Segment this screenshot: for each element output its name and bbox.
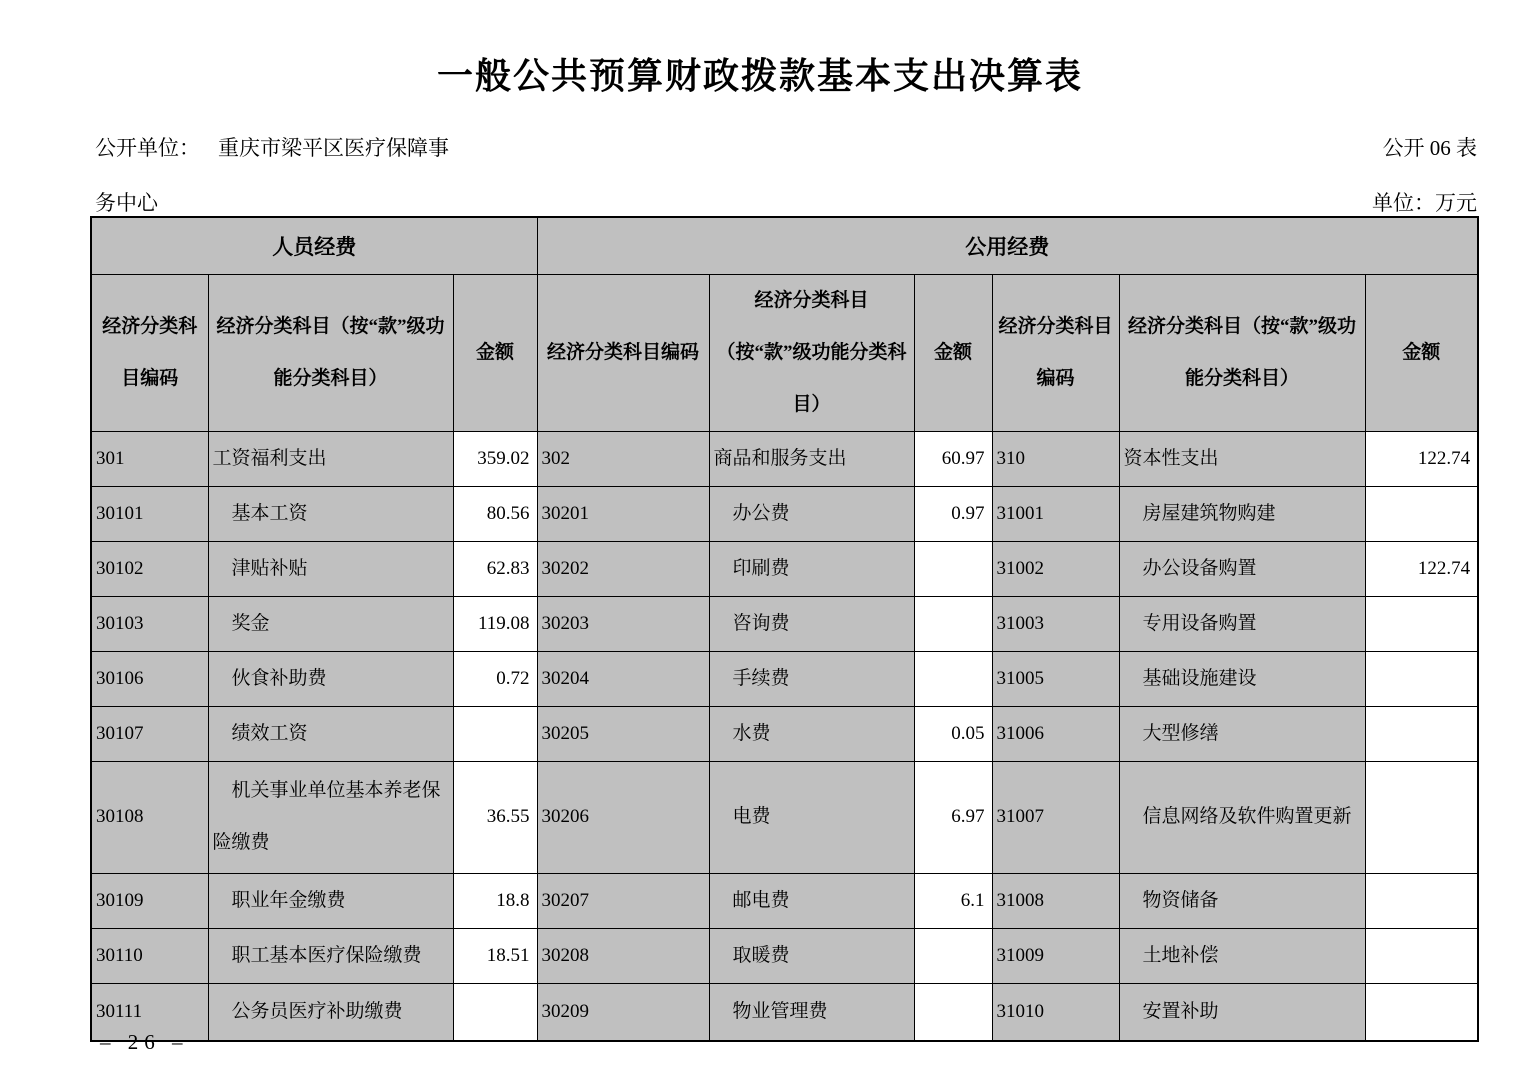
cell-code: 31001 [992, 486, 1119, 541]
column-header: 经济分类科目（按“款”级功能分类科目） [709, 274, 914, 431]
publish-unit-label: 公开单位： [95, 136, 200, 160]
cell-subject-name: 房屋建筑物购建 [1119, 486, 1365, 541]
table-row [91, 761, 1478, 873]
cell-amount: 62.83 [453, 541, 537, 596]
column-header: 经济分类科目编码 [992, 274, 1119, 431]
cell-amount [453, 983, 537, 1041]
cell-amount [914, 983, 992, 1041]
column-header: 经济分类科目编码 [537, 274, 709, 431]
meta-line-2 [95, 187, 1477, 217]
table-row [91, 596, 1478, 651]
cell-subject-name: 办公费 [709, 486, 914, 541]
cell-code: 301 [91, 431, 208, 486]
cell-amount [1365, 761, 1478, 873]
table-number: 公开 06 表 [1382, 136, 1477, 160]
cell-subject-name: 咨询费 [709, 596, 914, 651]
cell-code: 30103 [91, 596, 208, 651]
column-header: 金额 [914, 274, 992, 431]
cell-amount: 359.02 [453, 431, 537, 486]
cell-code: 30203 [537, 596, 709, 651]
cell-subject-name: 津贴补贴 [208, 541, 453, 596]
page-title: 一般公共预算财政拨款基本支出决算表 [436, 56, 1083, 96]
group-header-public: 公用经费 [537, 217, 1478, 274]
cell-amount [914, 928, 992, 983]
cell-code: 30207 [537, 873, 709, 928]
meta-line-1 [95, 132, 1477, 162]
budget-table [90, 216, 1479, 1042]
publish-unit [95, 132, 449, 162]
cell-code: 30110 [91, 928, 208, 983]
table-row [91, 541, 1478, 596]
cell-amount: 6.1 [914, 873, 992, 928]
column-header: 经济分类科目编码 [91, 274, 208, 431]
table-row [91, 983, 1478, 1041]
page-number: – 26 – [100, 1030, 189, 1054]
column-header: 经济分类科目（按“款”级功能分类科目） [1119, 274, 1365, 431]
cell-subject-name: 土地补偿 [1119, 928, 1365, 983]
table-row [91, 928, 1478, 983]
cell-code: 31007 [992, 761, 1119, 873]
cell-subject-name: 绩效工资 [208, 706, 453, 761]
unit-of-measure: 单位：万元 [1372, 191, 1477, 215]
cell-subject-name: 基础设施建设 [1119, 651, 1365, 706]
cell-amount [914, 541, 992, 596]
cell-subject-name: 电费 [709, 761, 914, 873]
cell-amount: 122.74 [1365, 431, 1478, 486]
table-row [91, 873, 1478, 928]
cell-subject-name: 邮电费 [709, 873, 914, 928]
cell-amount [453, 706, 537, 761]
cell-amount: 119.08 [453, 596, 537, 651]
cell-subject-name: 物业管理费 [709, 983, 914, 1041]
cell-subject-name: 职业年金缴费 [208, 873, 453, 928]
cell-amount: 6.97 [914, 761, 992, 873]
cell-code: 30205 [537, 706, 709, 761]
cell-amount: 80.56 [453, 486, 537, 541]
cell-amount [914, 596, 992, 651]
cell-amount: 60.97 [914, 431, 992, 486]
cell-amount: 18.8 [453, 873, 537, 928]
cell-subject-name: 取暖费 [709, 928, 914, 983]
cell-code: 302 [537, 431, 709, 486]
cell-subject-name: 工资福利支出 [208, 431, 453, 486]
cell-amount [914, 651, 992, 706]
cell-amount: 18.51 [453, 928, 537, 983]
cell-amount [1365, 706, 1478, 761]
cell-amount [1365, 651, 1478, 706]
cell-amount: 0.97 [914, 486, 992, 541]
cell-code: 31009 [992, 928, 1119, 983]
cell-code: 30208 [537, 928, 709, 983]
cell-code: 31002 [992, 541, 1119, 596]
column-header: 金额 [1365, 274, 1478, 431]
cell-code: 30201 [537, 486, 709, 541]
cell-code: 30204 [537, 651, 709, 706]
cell-subject-name: 印刷费 [709, 541, 914, 596]
cell-subject-name: 手续费 [709, 651, 914, 706]
cell-code: 310 [992, 431, 1119, 486]
cell-amount: 0.72 [453, 651, 537, 706]
table-body [91, 431, 1478, 1041]
cell-amount [1365, 873, 1478, 928]
publish-unit-name-wrap: 务中心 [95, 191, 158, 215]
cell-subject-name: 基本工资 [208, 486, 453, 541]
cell-subject-name: 奖金 [208, 596, 453, 651]
cell-amount: 122.74 [1365, 541, 1478, 596]
cell-subject-name: 大型修缮 [1119, 706, 1365, 761]
cell-subject-name: 伙食补助费 [208, 651, 453, 706]
cell-code: 30107 [91, 706, 208, 761]
cell-subject-name: 职工基本医疗保险缴费 [208, 928, 453, 983]
cell-code: 30102 [91, 541, 208, 596]
cell-subject-name: 公务员医疗补助缴费 [208, 983, 453, 1041]
cell-code: 31008 [992, 873, 1119, 928]
cell-amount: 36.55 [453, 761, 537, 873]
table-row [91, 431, 1478, 486]
cell-code: 30209 [537, 983, 709, 1041]
cell-code: 30111 [91, 983, 208, 1041]
column-header: 经济分类科目（按“款”级功能分类科目） [208, 274, 453, 431]
cell-amount: 0.05 [914, 706, 992, 761]
cell-subject-name: 信息网络及软件购置更新 [1119, 761, 1365, 873]
cell-code: 30206 [537, 761, 709, 873]
cell-subject-name: 物资储备 [1119, 873, 1365, 928]
table-row [91, 651, 1478, 706]
cell-amount [1365, 928, 1478, 983]
cell-subject-name: 商品和服务支出 [709, 431, 914, 486]
cell-code: 30202 [537, 541, 709, 596]
table-head [91, 217, 1478, 431]
cell-code: 31003 [992, 596, 1119, 651]
cell-code: 30106 [91, 651, 208, 706]
cell-amount [1365, 486, 1478, 541]
cell-amount [1365, 983, 1478, 1041]
cell-amount [1365, 596, 1478, 651]
cell-subject-name: 安置补助 [1119, 983, 1365, 1041]
cell-subject-name: 办公设备购置 [1119, 541, 1365, 596]
cell-code: 30108 [91, 761, 208, 873]
cell-subject-name: 资本性支出 [1119, 431, 1365, 486]
cell-subject-name: 专用设备购置 [1119, 596, 1365, 651]
table-row [91, 706, 1478, 761]
column-header: 金额 [453, 274, 537, 431]
cell-subject-name: 水费 [709, 706, 914, 761]
cell-code: 30109 [91, 873, 208, 928]
cell-code: 31005 [992, 651, 1119, 706]
cell-code: 31006 [992, 706, 1119, 761]
cell-code: 31010 [992, 983, 1119, 1041]
group-header-personnel: 人员经费 [91, 217, 537, 274]
table-row [91, 486, 1478, 541]
cell-code: 30101 [91, 486, 208, 541]
publish-unit-name: 重庆市梁平区医疗保障事 [218, 136, 449, 160]
cell-subject-name: 机关事业单位基本养老保险缴费 [208, 761, 453, 873]
